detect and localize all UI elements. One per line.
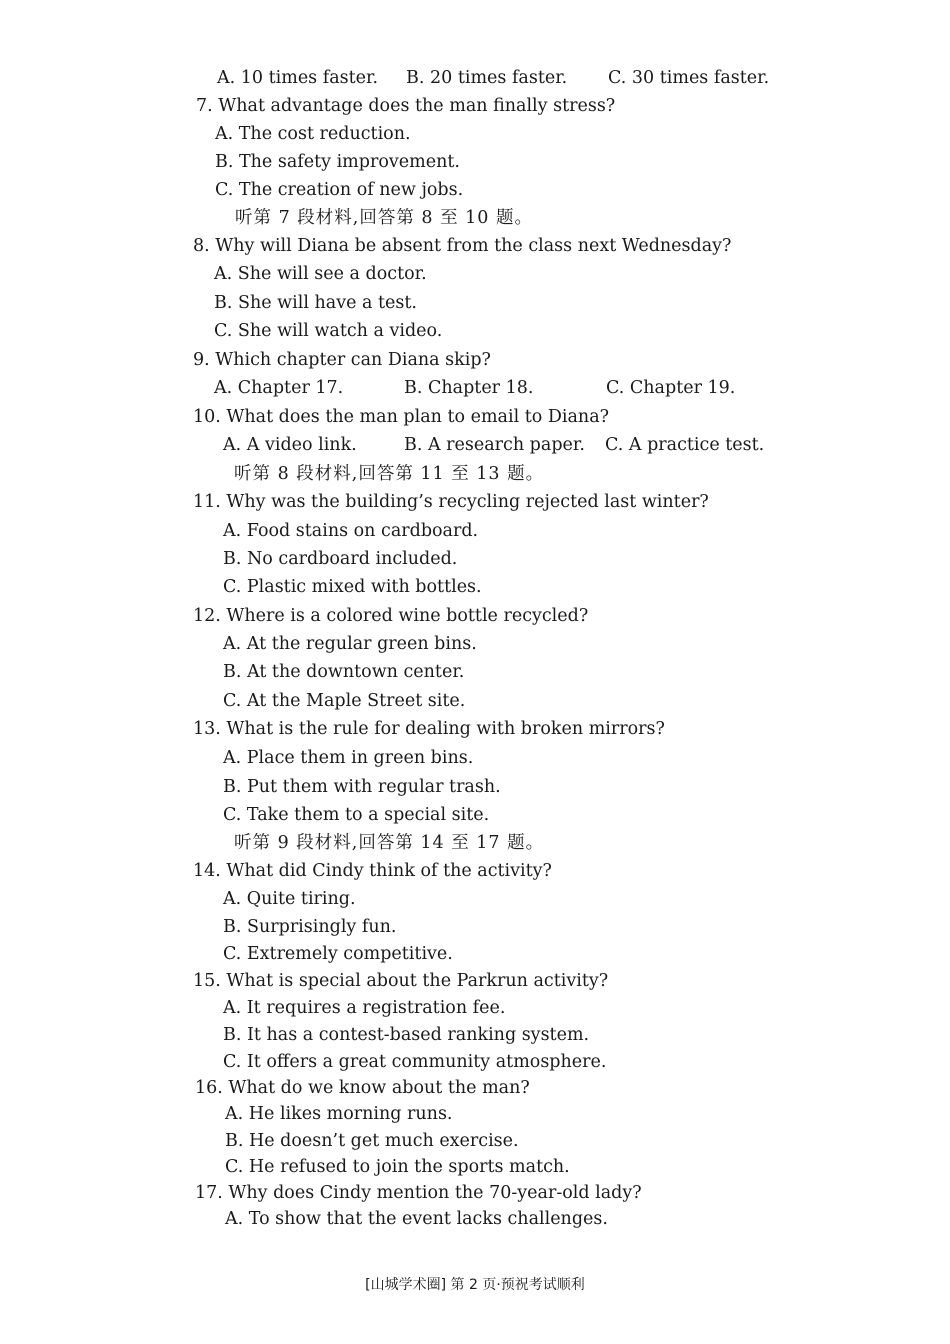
section-heading-8: 听第 8 段材料,回答第 11 至 13 题。 — [234, 464, 545, 484]
q10-option-c: C. A practice test. — [605, 435, 765, 455]
q9-option-c: C. Chapter 19. — [606, 378, 736, 398]
q10-option-a: A. A video link. — [223, 435, 357, 455]
q9-option-b: B. Chapter 18. — [404, 378, 534, 398]
q16-option-a: A. He likes morning runs. — [225, 1104, 453, 1124]
q8-stem: 8. Why will Diana be absent from the class next Wednesday? — [193, 236, 732, 256]
q9-option-a: A. Chapter 17. — [214, 378, 344, 398]
q16-stem: 16. What do we know about the man? — [195, 1078, 530, 1098]
q11-option-b: B. No cardboard included. — [223, 549, 458, 569]
q7-option-c: C. The creation of new jobs. — [215, 180, 464, 200]
q16-option-b: B. He doesn’t get much exercise. — [225, 1131, 519, 1151]
q10-stem: 10. What does the man plan to email to Diana? — [193, 407, 610, 427]
q8-option-a: A. She will see a doctor. — [214, 264, 427, 284]
q7-option-b: B. The safety improvement. — [215, 152, 460, 172]
q7-stem: 7. What advantage does the man finally stress? — [196, 96, 616, 116]
q15-option-b: B. It has a contest-based ranking system. — [223, 1025, 590, 1045]
section-heading-9: 听第 9 段材料,回答第 14 至 17 题。 — [234, 833, 545, 853]
q13-option-c: C. Take them to a special site. — [223, 805, 490, 825]
q13-stem: 13. What is the rule for dealing with broken mirrors? — [193, 719, 665, 739]
q14-option-a: A. Quite tiring. — [223, 889, 356, 909]
q6-option-a: A. 10 times faster. — [217, 68, 379, 88]
q9-stem: 9. Which chapter can Diana skip? — [193, 350, 491, 370]
q17-stem: 17. Why does Cindy mention the 70-year-old lady? — [195, 1183, 642, 1203]
q8-option-b: B. She will have a test. — [214, 293, 417, 313]
q15-option-a: A. It requires a registration fee. — [223, 998, 506, 1018]
q12-option-c: C. At the Maple Street site. — [223, 691, 466, 711]
q7-option-a: A. The cost reduction. — [215, 124, 411, 144]
q12-stem: 12. Where is a colored wine bottle recycled? — [193, 606, 589, 626]
section-heading-7: 听第 7 段材料,回答第 8 至 10 题。 — [235, 208, 533, 228]
q15-stem: 15. What is special about the Parkrun activity? — [193, 971, 609, 991]
q15-option-c: C. It offers a great community atmosphere. — [223, 1052, 607, 1072]
q16-option-c: C. He refused to join the sports match. — [225, 1157, 570, 1177]
q6-option-c: C. 30 times faster. — [608, 68, 770, 88]
q14-option-b: B. Surprisingly fun. — [223, 917, 397, 937]
q13-option-a: A. Place them in green bins. — [223, 748, 474, 768]
q10-option-b: B. A research paper. — [404, 435, 585, 455]
q11-stem: 11. Why was the building’s recycling rejected last winter? — [193, 492, 709, 512]
q17-option-a: A. To show that the event lacks challenges. — [225, 1209, 608, 1229]
q14-option-c: C. Extremely competitive. — [223, 944, 453, 964]
page-footer: [山城学术圈] 第 2 页·预祝考试顺利 — [365, 1277, 585, 1293]
q11-option-a: A. Food stains on cardboard. — [223, 521, 479, 541]
q8-option-c: C. She will watch a video. — [214, 321, 443, 341]
q6-option-b: B. 20 times faster. — [406, 68, 568, 88]
q13-option-b: B. Put them with regular trash. — [223, 777, 501, 797]
q12-option-a: A. At the regular green bins. — [223, 634, 477, 654]
q11-option-c: C. Plastic mixed with bottles. — [223, 577, 482, 597]
q14-stem: 14. What did Cindy think of the activity? — [193, 861, 552, 881]
q12-option-b: B. At the downtown center. — [223, 662, 465, 682]
